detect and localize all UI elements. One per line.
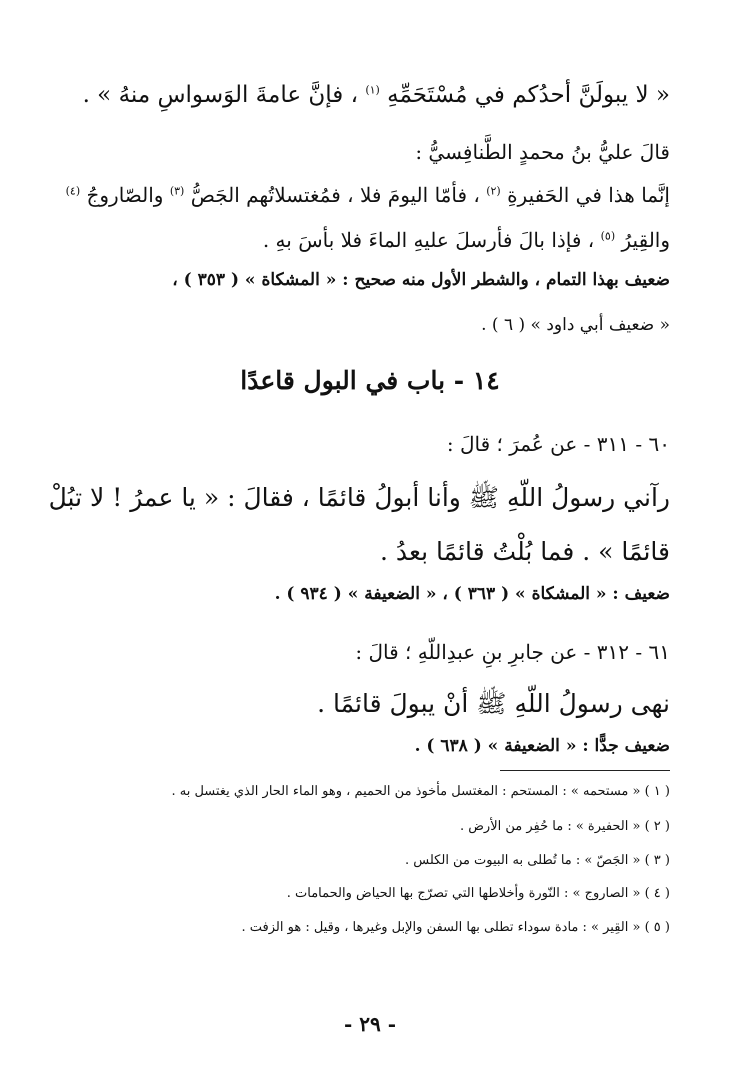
text-segment: نهى رسولُ اللّهِ ﷺ أنْ يبولَ قائمًا . bbox=[317, 689, 670, 718]
hadith-grade-61 bbox=[415, 736, 670, 756]
footnote-2: ( ٢ ) « الحفيرة » : ما حُفِر من الأرض . bbox=[459, 819, 670, 834]
footnote-4: ( ٤ ) « الصاروج » : النّورة وأخلاطها التي تصرّج بها الحياض والحمامات . bbox=[286, 886, 670, 901]
grading-line bbox=[172, 270, 670, 290]
text-line-4 bbox=[263, 228, 670, 252]
text-segment: والصّاروجُ bbox=[86, 183, 164, 207]
footnote-5: ( ٥ ) « القِير » : مادة سوداء تطلى بها السفن والإبل وغيرها ، وقيل : هو الزفت . bbox=[241, 920, 670, 935]
text-segment: ، فإذا بالَ فأرسلَ عليهِ الماءَ فلا بأسَ بهِ . bbox=[262, 228, 595, 252]
text-segment: ، فأمّا اليومَ فلا ، فمُغتسلاتُهم الجَصُّ bbox=[190, 183, 480, 207]
hadith-number-60 bbox=[447, 432, 670, 456]
text-segment: ٦٠ - ٣١١ - عن عُمرَ ؛ قالَ : bbox=[446, 432, 670, 456]
text-segment: ، فإنَّ عامةَ الوَسواسِ منهُ » . bbox=[82, 82, 359, 108]
text-line-1 bbox=[83, 82, 670, 108]
footnote-ref: (٥) bbox=[600, 229, 616, 243]
text-segment: « لا يبولَنَّ أحدُكم في مُسْتَحَمِّهِ bbox=[387, 82, 670, 108]
footnote-ref: (١) bbox=[365, 83, 380, 97]
footnote-ref: (٤) bbox=[65, 184, 81, 198]
text-segment: ضعيف : « المشكاة » ( ٣٦٣ ) ، « الضعيفة » ( ٩٣٤ ) . bbox=[274, 584, 670, 604]
page bbox=[48, 0, 670, 1090]
text-segment: رآني رسولُ اللّهِ ﷺ وأنا أبولُ قائمًا ، فقالَ : « يا عمرُ ! لا تبُلْ bbox=[48, 483, 670, 512]
hadith-number-61 bbox=[355, 640, 670, 664]
hadith-text-60-line-1 bbox=[49, 482, 670, 519]
footnote-divider bbox=[500, 770, 670, 771]
hadith-text-61 bbox=[317, 688, 670, 725]
footnote-ref: (٢) bbox=[486, 184, 501, 198]
text-segment: « ضعيف أبي داود » ( ٦ ) . bbox=[481, 315, 670, 335]
hadith-grade-60 bbox=[275, 584, 670, 604]
chapter-heading: ١٤ - باب في البول قاعدًا bbox=[240, 366, 500, 395]
text-line-3 bbox=[66, 183, 670, 207]
text-segment: إنَّما هذا في الحَفيرةِ bbox=[507, 183, 670, 207]
grading-line-cont bbox=[481, 315, 670, 335]
footnote-3: ( ٣ ) « الجَصّ » : ما تُطلى به البيوت من الكلس . bbox=[405, 853, 670, 868]
text-segment: قالَ عليُّ بنُ محمدٍ الطَّنافِسيُّ : bbox=[415, 140, 670, 164]
page-number: - ٢٩ - bbox=[343, 1012, 396, 1036]
footnote-1: ( ١ ) « مستحمه » : المستحم : المغتسل مأخوذ من الحميم ، وهو الماء الحار الذي يغتسل به . bbox=[171, 784, 670, 799]
text-line-2 bbox=[415, 140, 670, 164]
text-segment: والقِيرُ bbox=[621, 228, 670, 252]
text-segment: ضعيف جدًّا : « الضعيفة » ( ٦٣٨ ) . bbox=[414, 736, 670, 756]
text-segment: ٦١ - ٣١٢ - عن جابرِ بنِ عبدِاللّهِ ؛ قالَ : bbox=[355, 640, 670, 664]
hadith-text-60-line-2 bbox=[380, 537, 670, 566]
footnote-ref: (٣) bbox=[169, 184, 185, 198]
text-segment: قائمًا » . فما بُلْتُ قائمًا بعدُ . bbox=[380, 537, 670, 566]
text-segment: ضعيف بهذا التمام ، والشطر الأول منه صحيح : « المشكاة » ( ٣٥٣ ) ، bbox=[172, 270, 670, 290]
